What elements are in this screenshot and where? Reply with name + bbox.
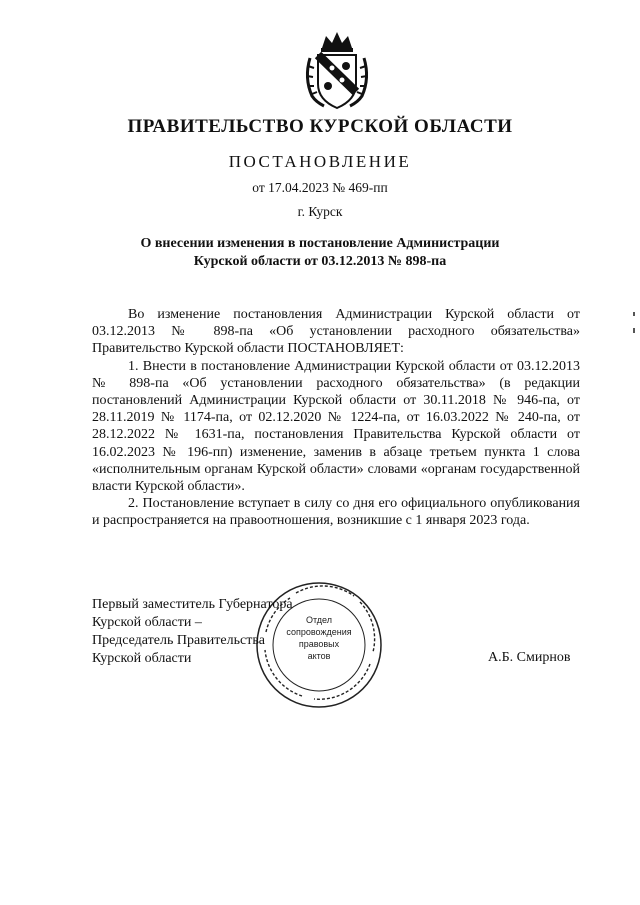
- document-body: [92, 306, 580, 530]
- signatory-name: А.Б. Смирнов: [488, 650, 571, 665]
- government-title: ПРАВИТЕЛЬСТВО КУРСКОЙ ОБЛАСТИ: [127, 116, 513, 137]
- body-paragraph-item-2: 2. Постановление вступает в силу со дня его официального опубликования и распространяется на правоотношения, возникшие с 1 января 2023 года.: [92, 496, 580, 529]
- stamp-line: сопровождения: [286, 627, 352, 637]
- document-city: г. Курск: [297, 204, 343, 219]
- signature-block: [92, 596, 293, 668]
- subject-line: О внесении изменения в постановление Администрации: [140, 236, 500, 251]
- body-paragraph-item-1: 1. Внести в постановление Администрации Курской области от 03.12.2013 № 898-па «Об установлении расходного обязательства» (в редакции постановлений Администрации Курской области от 30.11.2018 № 946-па, от 28.11.2019 № 1174-па, от 02.12.2020 № 1224-па, от 16.03.2022 № 240-па, от 28.12.2022 № 1631-па, постановления Правительства Курской области от 16.02.2023 № 196-пп) изменение, заменив в абзаце третьем пункта 1 слова «исполнительным органам Курской области» словами «органам государственной власти Курской области».: [92, 358, 580, 495]
- document-date-number: от 17.04.2023 № 469-пп: [252, 180, 388, 195]
- document-subject: [0, 235, 640, 271]
- stamp-line: Отдел: [305, 615, 333, 625]
- signatory-position-line: Курской области –: [92, 615, 202, 630]
- coat-of-arms-emblem: [302, 28, 372, 112]
- stamp-line: актов: [307, 651, 331, 661]
- body-paragraph-preamble: Во изменение постановления Администрации Курской области от 03.12.2013 № 898-па «Об установлении расходного обязательства» Правительство Курской области ПОСТАНОВЛЯЕТ:: [92, 307, 580, 357]
- signatory-position-line: Курской области: [92, 651, 192, 666]
- signatory-position-line: Первый заместитель Губернатора: [92, 597, 293, 612]
- signatory-position-line: Председатель Правительства: [92, 633, 265, 648]
- scan-edge-mark: [633, 328, 635, 333]
- document-type: ПОСТАНОВЛЕНИЕ: [228, 152, 412, 171]
- stamp-line: правовых: [298, 639, 340, 649]
- subject-line: Курской области от 03.12.2013 № 898-па: [193, 254, 447, 269]
- scan-edge-mark: [633, 312, 635, 316]
